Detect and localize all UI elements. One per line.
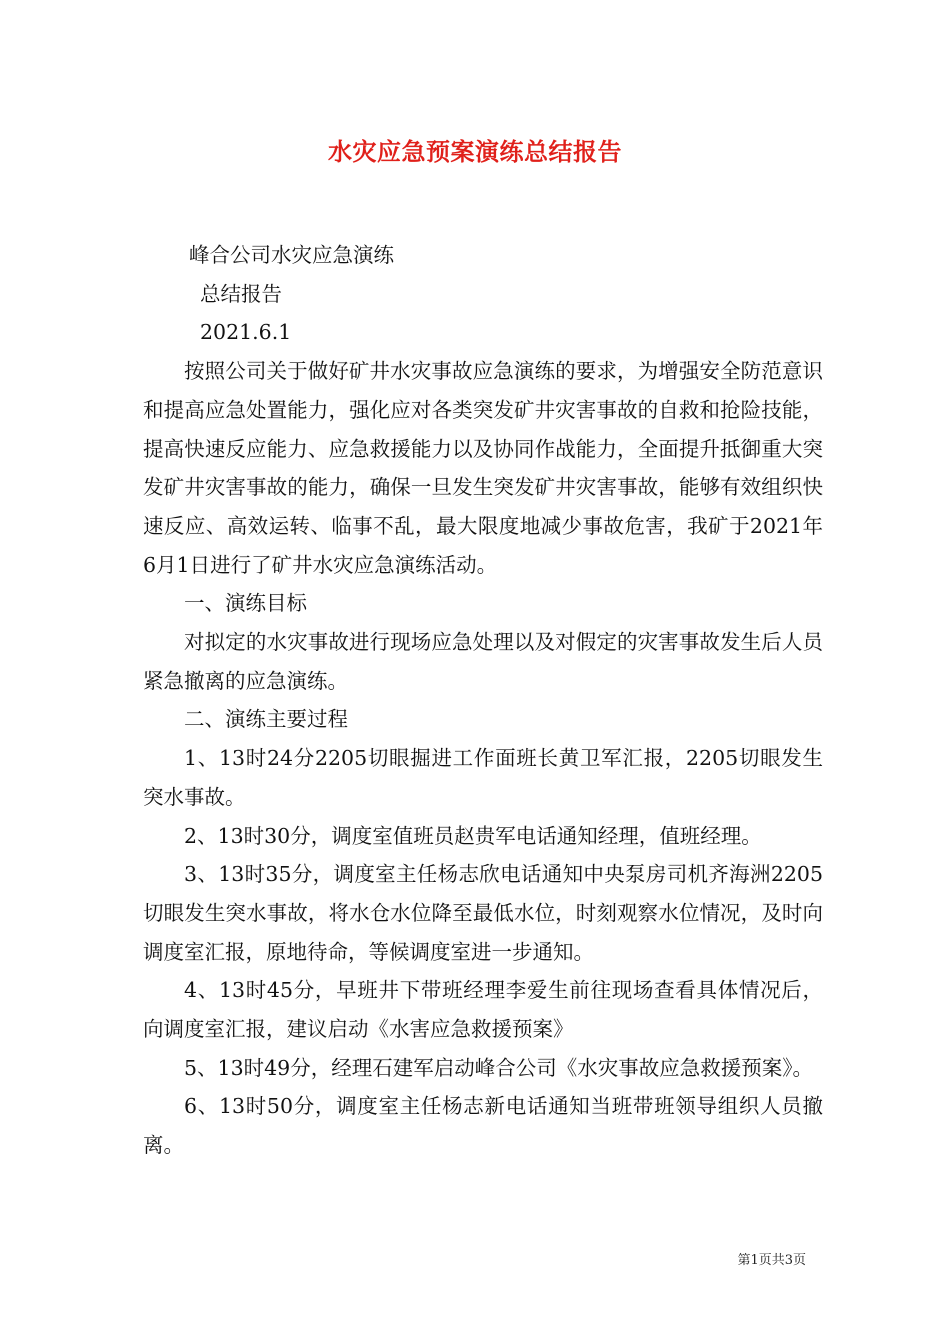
- document-body: [143, 236, 823, 1165]
- section-heading-process: 二、演练主要过程: [184, 707, 348, 732]
- header-line-company: 峰合公司水灾应急演练: [189, 243, 394, 267]
- process-step-5: 5、13时49分，经理石建军启动峰合公司《水灾事故应急救援预案》。: [184, 1055, 813, 1080]
- paragraph-intro: 按照公司关于做好矿井水灾事故应急演练的要求，为增强安全防范意识和提高应急处置能力，强化应对各类突发矿井灾害事故的自救和抢险技能，提高快速反应能力、应急救援能力以及协同作战能力，全面提升抵御重大突发矿井灾害事故的能力，确保一旦发生突发矿井灾害事故，能够有效组织快速反应、高效运转、临事不乱，最大限度地减少事故危害，我矿于2021年6月1日进行了矿井水灾应急演练活动。: [143, 359, 823, 577]
- paragraph-goal: 对拟定的水灾事故进行现场应急处理以及对假定的灾害事故发生后人员紧急撤离的应急演练。: [143, 630, 823, 693]
- process-step-1: 1、13时24分2205切眼掘进工作面班长黄卫军汇报，2205切眼发生突水事故。: [143, 746, 823, 809]
- section-heading-goal: 一、演练目标: [184, 591, 307, 616]
- header-line-report: 总结报告: [200, 281, 282, 306]
- process-step-6: 6、13时50分，调度室主任杨志新电话通知当班带班领导组织人员撤离。: [143, 1094, 823, 1158]
- report-date: 2021.6.1: [200, 320, 292, 345]
- process-step-4: 4、13时45分，早班井下带班经理李爱生前往现场查看具体情况后，向调度室汇报，建议启动《水害应急救援预案》: [143, 978, 823, 1042]
- process-step-3: 3、13时35分，调度室主任杨志欣电话通知中央泵房司机齐海洲2205切眼发生突水事故，将水仓水位降至最低水位，时刻观察水位情况，及时向调度室汇报，原地待命，等候调度室进一步通知。: [143, 862, 823, 964]
- document-title: 水灾应急预案演练总结报告: [328, 137, 622, 166]
- process-step-2: 2、13时30分，调度室值班员赵贵军电话通知经理，值班经理。: [184, 823, 762, 848]
- page-number: 第1页共3页: [737, 1253, 806, 1268]
